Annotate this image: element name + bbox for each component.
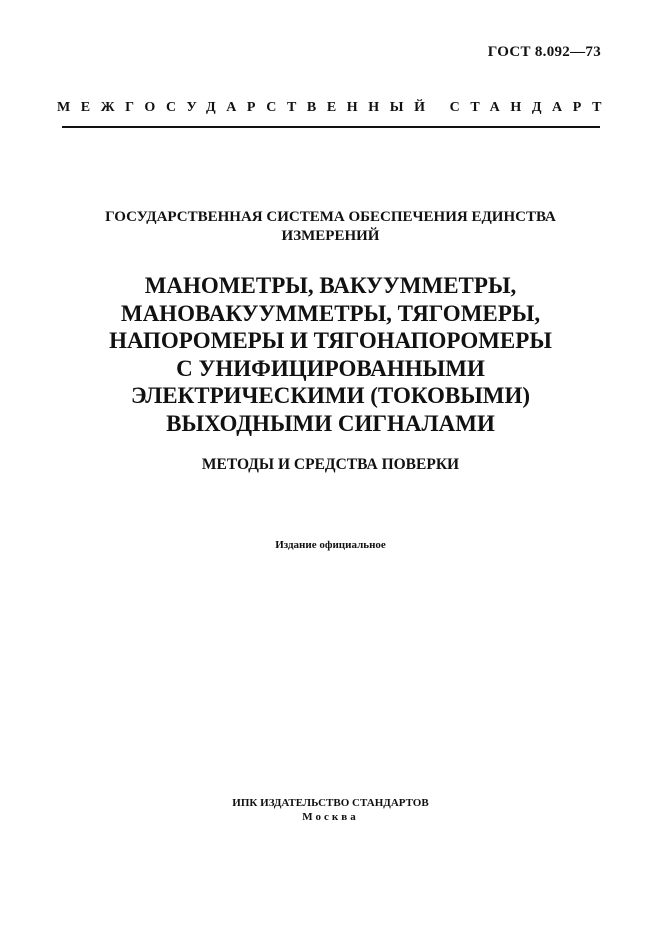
main-title bbox=[40, 272, 621, 437]
publisher-block bbox=[60, 796, 601, 824]
main-title-line: МАНОВАКУУММЕТРЫ, ТЯГОМЕРЫ, bbox=[120, 300, 541, 326]
publisher-city: Москва bbox=[302, 811, 359, 823]
publisher-name: ИПК ИЗДАТЕЛЬСТВО СТАНДАРТОВ bbox=[232, 797, 429, 809]
main-title-line: ВЫХОДНЫМИ СИГНАЛАМИ bbox=[166, 410, 495, 436]
system-title-line: ИЗМЕРЕНИЙ bbox=[281, 228, 380, 244]
header-divider bbox=[62, 126, 600, 128]
system-title bbox=[60, 208, 601, 246]
main-title-line: НАПОРОМЕРЫ И ТЯГОНАПОРОМЕРЫ bbox=[109, 328, 552, 353]
main-title-line: С УНИФИЦИРОВАННЫМИ bbox=[176, 355, 485, 381]
gost-number: ГОСТ 8.092—73 bbox=[487, 44, 601, 60]
system-title-line: ГОСУДАРСТВЕННАЯ СИСТЕМА ОБЕСПЕЧЕНИЯ ЕДИНСТВА bbox=[105, 209, 556, 225]
main-title-line: ЭЛЕКТРИЧЕСКИМИ (ТОКОВЫМИ) bbox=[130, 383, 531, 408]
edition-note: Издание официальное bbox=[275, 539, 386, 551]
standard-type-heading: МЕЖГОСУДАРСТВЕННЫЙ СТАНДАРТ bbox=[56, 100, 613, 115]
main-title-line: МАНОМЕТРЫ, ВАКУУММЕТРЫ, bbox=[144, 273, 517, 298]
subtitle: МЕТОДЫ И СРЕДСТВА ПОВЕРКИ bbox=[201, 456, 460, 473]
